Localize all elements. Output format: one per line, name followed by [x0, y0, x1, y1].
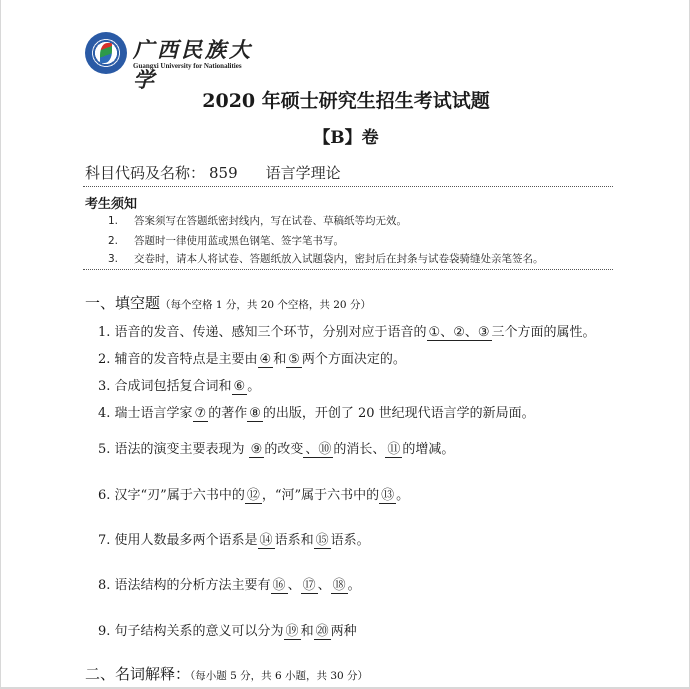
answer-blank: ⑬ — [381, 488, 395, 503]
subject-code: 859 — [209, 164, 238, 182]
subject-line — [85, 162, 341, 183]
section-fill-in-blank-heading: 一、填空题（每个空格 1 分，共 20 个空格，共 20 分） — [85, 294, 371, 312]
answer-blank: ⑯ — [272, 578, 286, 593]
notice-title: 考生须知 — [85, 197, 138, 212]
answer-blank: ⑧ — [249, 406, 261, 421]
answer-blank: ⑭ — [259, 533, 273, 548]
subject-name: 语言学理论 — [265, 164, 341, 182]
answer-blank: ⑰ — [302, 578, 316, 593]
answer-blank: ⑥ — [233, 379, 246, 394]
exam-title: 2020 年硕士研究生招生考试试题 — [202, 90, 490, 112]
university-name-en: Guangxi University for Nationalities — [133, 62, 242, 70]
question-6: 6. 汉字“刃”属于六书中的 ⑫ ，“河”属于六书中的 ⑬ 。 — [98, 488, 410, 503]
question-8: 8. 语法结构的分析方法主要有 ⑯ 、 ⑰ 、 ⑱ 。 — [98, 578, 361, 593]
dotted-divider — [83, 269, 613, 270]
notice-item: 3. 交卷时，请本人将试卷、答题纸放入试题袋内，密封后在封条与试卷袋骑缝处亲笔签名。 — [108, 253, 544, 265]
notice-item: 1. 答案须写在答题纸密封线内，写在试卷、草稿纸等均无效。 — [108, 215, 407, 227]
question-9: 9. 句子结构关系的意义可以分为 ⑲ 和 ⑳ 两种 — [98, 624, 357, 639]
answer-blank: ①、②、③ — [428, 325, 490, 340]
university-seal-icon — [85, 32, 127, 74]
answer-blank: 、⑩ — [305, 442, 332, 457]
answer-blank: ⑫ — [246, 488, 260, 503]
section-term-explanation-heading: 二、名词解释：（每小题 5 分，共 6 小题，共 30 分） — [85, 665, 369, 683]
answer-blank: ⑳ — [315, 624, 329, 639]
subject-label: 科目代码及名称： — [85, 164, 206, 182]
answer-blank: ⑲ — [285, 624, 299, 639]
question-2: 2. 辅音的发音特点是主要由 ④ 和 ⑤ 两个方面决定的。 — [98, 352, 406, 367]
answer-blank: ⑤ — [288, 352, 300, 367]
answer-blank: ⑪ — [387, 442, 401, 457]
answer-blank: ⑨ — [250, 442, 263, 457]
university-logo — [85, 32, 265, 92]
question-4: 4. 瑞士语言学家 ⑦ 的著作 ⑧ 的出版，开创了 20 世纪现代语言学的新局面。 — [98, 406, 535, 421]
notice-item: 2. 答题时一律使用蓝或黑色钢笔、签字笔书写。 — [108, 235, 344, 247]
answer-blank: ⑱ — [332, 578, 346, 593]
answer-blank: ④ — [259, 352, 272, 367]
dotted-divider — [83, 186, 613, 187]
question-1: 1. 语音的发音、传递、感知三个环节，分别对应于语音的 ①、②、③ 三个方面的属性。 — [98, 325, 596, 340]
question-5: 5. 语法的演变主要表现为 ⑨的改变 、⑩的消长、 ⑪ 的增减。 — [98, 442, 455, 457]
question-7: 7. 使用人数最多两个语系是 ⑭ 语系和 ⑮ 语系。 — [98, 533, 370, 548]
university-name-cn: 广西民族大学 — [133, 37, 253, 92]
question-3: 3. 合成词包括复合词和 ⑥ 。 — [98, 379, 261, 394]
answer-blank: ⑦ — [194, 406, 207, 421]
answer-blank: ⑮ — [315, 533, 329, 548]
paper-version: 【B】卷 — [313, 128, 379, 148]
